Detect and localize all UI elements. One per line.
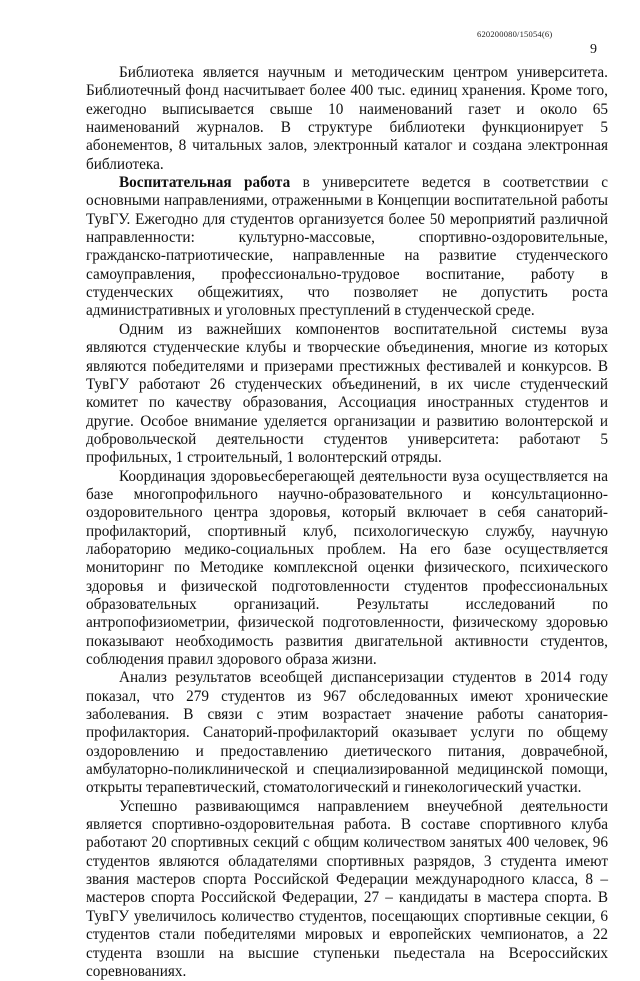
- paragraph-medical-exam: [86, 669, 608, 797]
- paragraph-sports: [86, 798, 608, 981]
- paragraph-text: в университете ведется в соответствии с основными направлениями, отраженными в Концепции воспитательной работы ТувГУ. Ежегодно для студентов организуется более 50 мероприятий различной направленности: культурно-массовые, спортивно-оздоровительные, гражданско-патриотические, направленные на развитие студенческого самоуправления, профессионально-трудовое воспитание, работу в студенческих общежитиях, что позволяет не допустить роста административных и уголовных преступлений в студенческой среде.: [86, 174, 608, 320]
- paragraph-text: Одним из важнейших компонентов воспитательной системы вуза являются студенческие клубы и творческие объединения, многие из которых являются победителями и призерами престижных фестивалей и конкурсов. В ТувГУ работают 26 студенческих объединений, в их числе студенческий комитет по качеству образования, Ассоциация иностранных студентов и другие. Особое внимание уделяется организации и развитию волонтерской и добровольческой деятельности студентов университета: работают 5 профильных, 1 строительный, 1 волонтерский отряды.: [86, 320, 608, 467]
- paragraph-library: [86, 64, 608, 174]
- page-number: 9: [590, 42, 597, 57]
- paragraph-text: Библиотека является научным и методическим центром университета. Библиотечный фонд насчитывает более 400 тыс. единиц хранения. Кроме того, ежегодно выписывается свыше 10 наименований газет и около 65 наименований журналов. В структуре библиотеки функционирует 5 абонементов, 8 читальных залов, электронный каталог и создана электронная библиотека.: [86, 64, 608, 173]
- paragraph-educational-work: [86, 174, 608, 321]
- paragraph-health-center: [86, 468, 608, 670]
- document-code: 620200080/15054(6): [477, 29, 553, 39]
- paragraph-bold-lead: Воспитательная работа: [119, 174, 291, 192]
- page-body: [86, 64, 608, 981]
- paragraph-text: Координация здоровьесберегающей деятельности вуза осуществляется на базе многопрофильного научно-образовательного и консультационно-оздоровительного центра здоровья, который включает в себя санаторий-профилакторий, спортивный клуб, психологическую службу, научную лабораторию медико-социальных проблем. На его базе осуществляется мониторинг по Методике комплексной оценки физического, психического здоровья и физической подготовленности студентов профессиональных образовательных организаций. Результаты исследований по антропофизиометрии, физической подготовленности, физическому здоровью показывают необходимость развития двигательной активности студентов, соблюдения правил здорового образа жизни.: [86, 467, 608, 668]
- paragraph-text: Анализ результатов всеобщей диспансеризации студентов в 2014 году показал, что 279 студентов из 967 обследованных имеют хронические заболевания. В связи с этим возрастает значение работы санатория-профилактория. Санаторий-профилакторий оказывает услуги по общему оздоровлению и предоставлению диетического питания, доврачебной, амбулаторно-поликлинической и специализированной медицинской помощи, открыты терапевтический, стоматологический и гинекологический участки.: [86, 669, 608, 797]
- paragraph-student-clubs: [86, 321, 608, 468]
- paragraph-text: Успешно развивающимся направлением внеучебной деятельности является спортивно-оздоровительная работа. В составе спортивного клуба работают 20 спортивных секций с общим количеством занятых 400 человек, 96 студентов являются обладателями спортивных разрядов, 3 студента имеют звания мастеров спорта Российской Федерации международного класса, 8 – мастеров спорта Российской Федерации, 27 – кандидаты в мастера спорта. В ТувГУ увеличилось количество студентов, посещающих спортивные секции, 6 студентов стали победителями мировых и европейских чемпионатов, а 22 студента взошли на высшие ступеньки пьедестала на Всероссийских соревнованиях.: [86, 797, 608, 980]
